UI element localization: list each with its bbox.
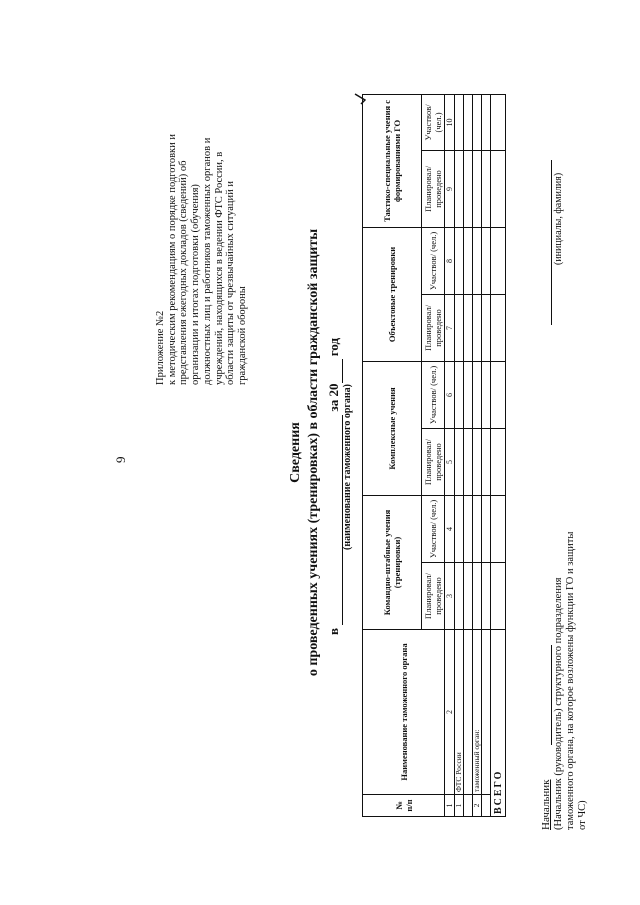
total-row xyxy=(491,94,506,816)
column-number: 3 xyxy=(445,563,455,630)
organ-period-line xyxy=(326,338,343,635)
subheader-planned: Планировал/ проведено xyxy=(422,429,445,496)
appendix-line: гражданской обороны xyxy=(236,286,248,385)
row-name xyxy=(482,630,491,795)
table-row xyxy=(482,94,491,816)
prefix-text: в xyxy=(326,627,341,635)
row-number: 1 xyxy=(455,795,464,817)
initials-line xyxy=(551,160,552,325)
period-text: за 20 xyxy=(326,383,341,412)
column-number: 2 xyxy=(445,630,455,795)
document-subtitle: о проведенных учениях (тренировках) в области гражданской защиты xyxy=(306,228,321,677)
subheader-planned: Планировал/ проведено xyxy=(422,294,445,361)
year-suffix: год xyxy=(326,337,341,357)
group-header: Тактико-специальные учения с формированиями ГО xyxy=(363,94,422,227)
appendix-line: области защиты от чрезвычайных ситуаций и xyxy=(225,180,237,385)
column-number: 8 xyxy=(445,227,455,294)
subheader-participants: Участвов/ (чел.) xyxy=(422,361,445,428)
subheader-participants: Участвов/ (чел.) xyxy=(422,227,445,294)
role-title: Начальник xyxy=(540,779,552,830)
role-detail: (Начальник (руководитель) структурного подразделения таможенного органа, на которое возложены функции ГО и защиты от ЧС) xyxy=(553,531,588,830)
col-name-header: Наименование таможенного органа xyxy=(363,630,445,795)
signature-role xyxy=(540,779,552,830)
subheader-participants: Участвов/ (чел.) xyxy=(422,94,445,150)
column-number: 4 xyxy=(445,496,455,563)
appendix-line: должностных лиц и работников таможенных органов и xyxy=(201,137,213,385)
col-number-header: № п/п xyxy=(363,795,445,817)
group-header: Объектовые тренировки xyxy=(363,227,422,361)
year-blank xyxy=(326,359,343,383)
row-name: ФТС России xyxy=(455,630,464,795)
appendix-line: учреждений, находящихся в ведении ФТС России, в xyxy=(213,151,225,385)
row-name: таможенный орган: xyxy=(473,630,482,795)
row-number: 2 xyxy=(473,795,482,817)
column-number: 6 xyxy=(445,361,455,428)
appendix-line: Приложение №2 xyxy=(155,310,166,385)
row-number xyxy=(482,795,491,817)
column-numbers-row xyxy=(445,94,455,816)
organ-caption: (наименование таможенного органа) xyxy=(342,383,353,550)
appendix-line: представления ежегодных докладов (сведений) об xyxy=(178,160,190,385)
initials-caption: (инициалы, фамилия) xyxy=(553,172,564,265)
subheader-participants: Участвов/ (чел.) xyxy=(422,496,445,563)
exercises-table xyxy=(362,94,506,817)
document-title: Сведения xyxy=(288,422,303,483)
page-number: 9 xyxy=(113,456,128,463)
table-row xyxy=(464,94,473,816)
appendix-line: организации и итогах подготовки (обучения) xyxy=(190,184,202,385)
table-row xyxy=(455,94,464,816)
column-number: 9 xyxy=(445,150,455,227)
subheader-planned: Планировал/ проведено xyxy=(422,563,445,630)
organ-blank xyxy=(326,415,343,625)
column-number: 1 xyxy=(445,795,455,817)
column-number: 10 xyxy=(445,94,455,150)
group-header: Комплексные учения xyxy=(363,361,422,495)
signature-line xyxy=(551,645,552,745)
subheader-planned: Планировал/ проведено xyxy=(422,150,445,227)
appendix-line: к методическим рекомендациям о порядке подготовки и xyxy=(166,133,178,385)
column-number: 7 xyxy=(445,294,455,361)
column-number: 5 xyxy=(445,429,455,496)
table-row xyxy=(473,94,482,816)
appendix-note xyxy=(155,0,249,385)
total-label: ВСЕГО xyxy=(491,630,506,817)
group-header: Командно-штабные учения (тренировки) xyxy=(363,496,422,630)
table-header-row xyxy=(363,94,422,816)
